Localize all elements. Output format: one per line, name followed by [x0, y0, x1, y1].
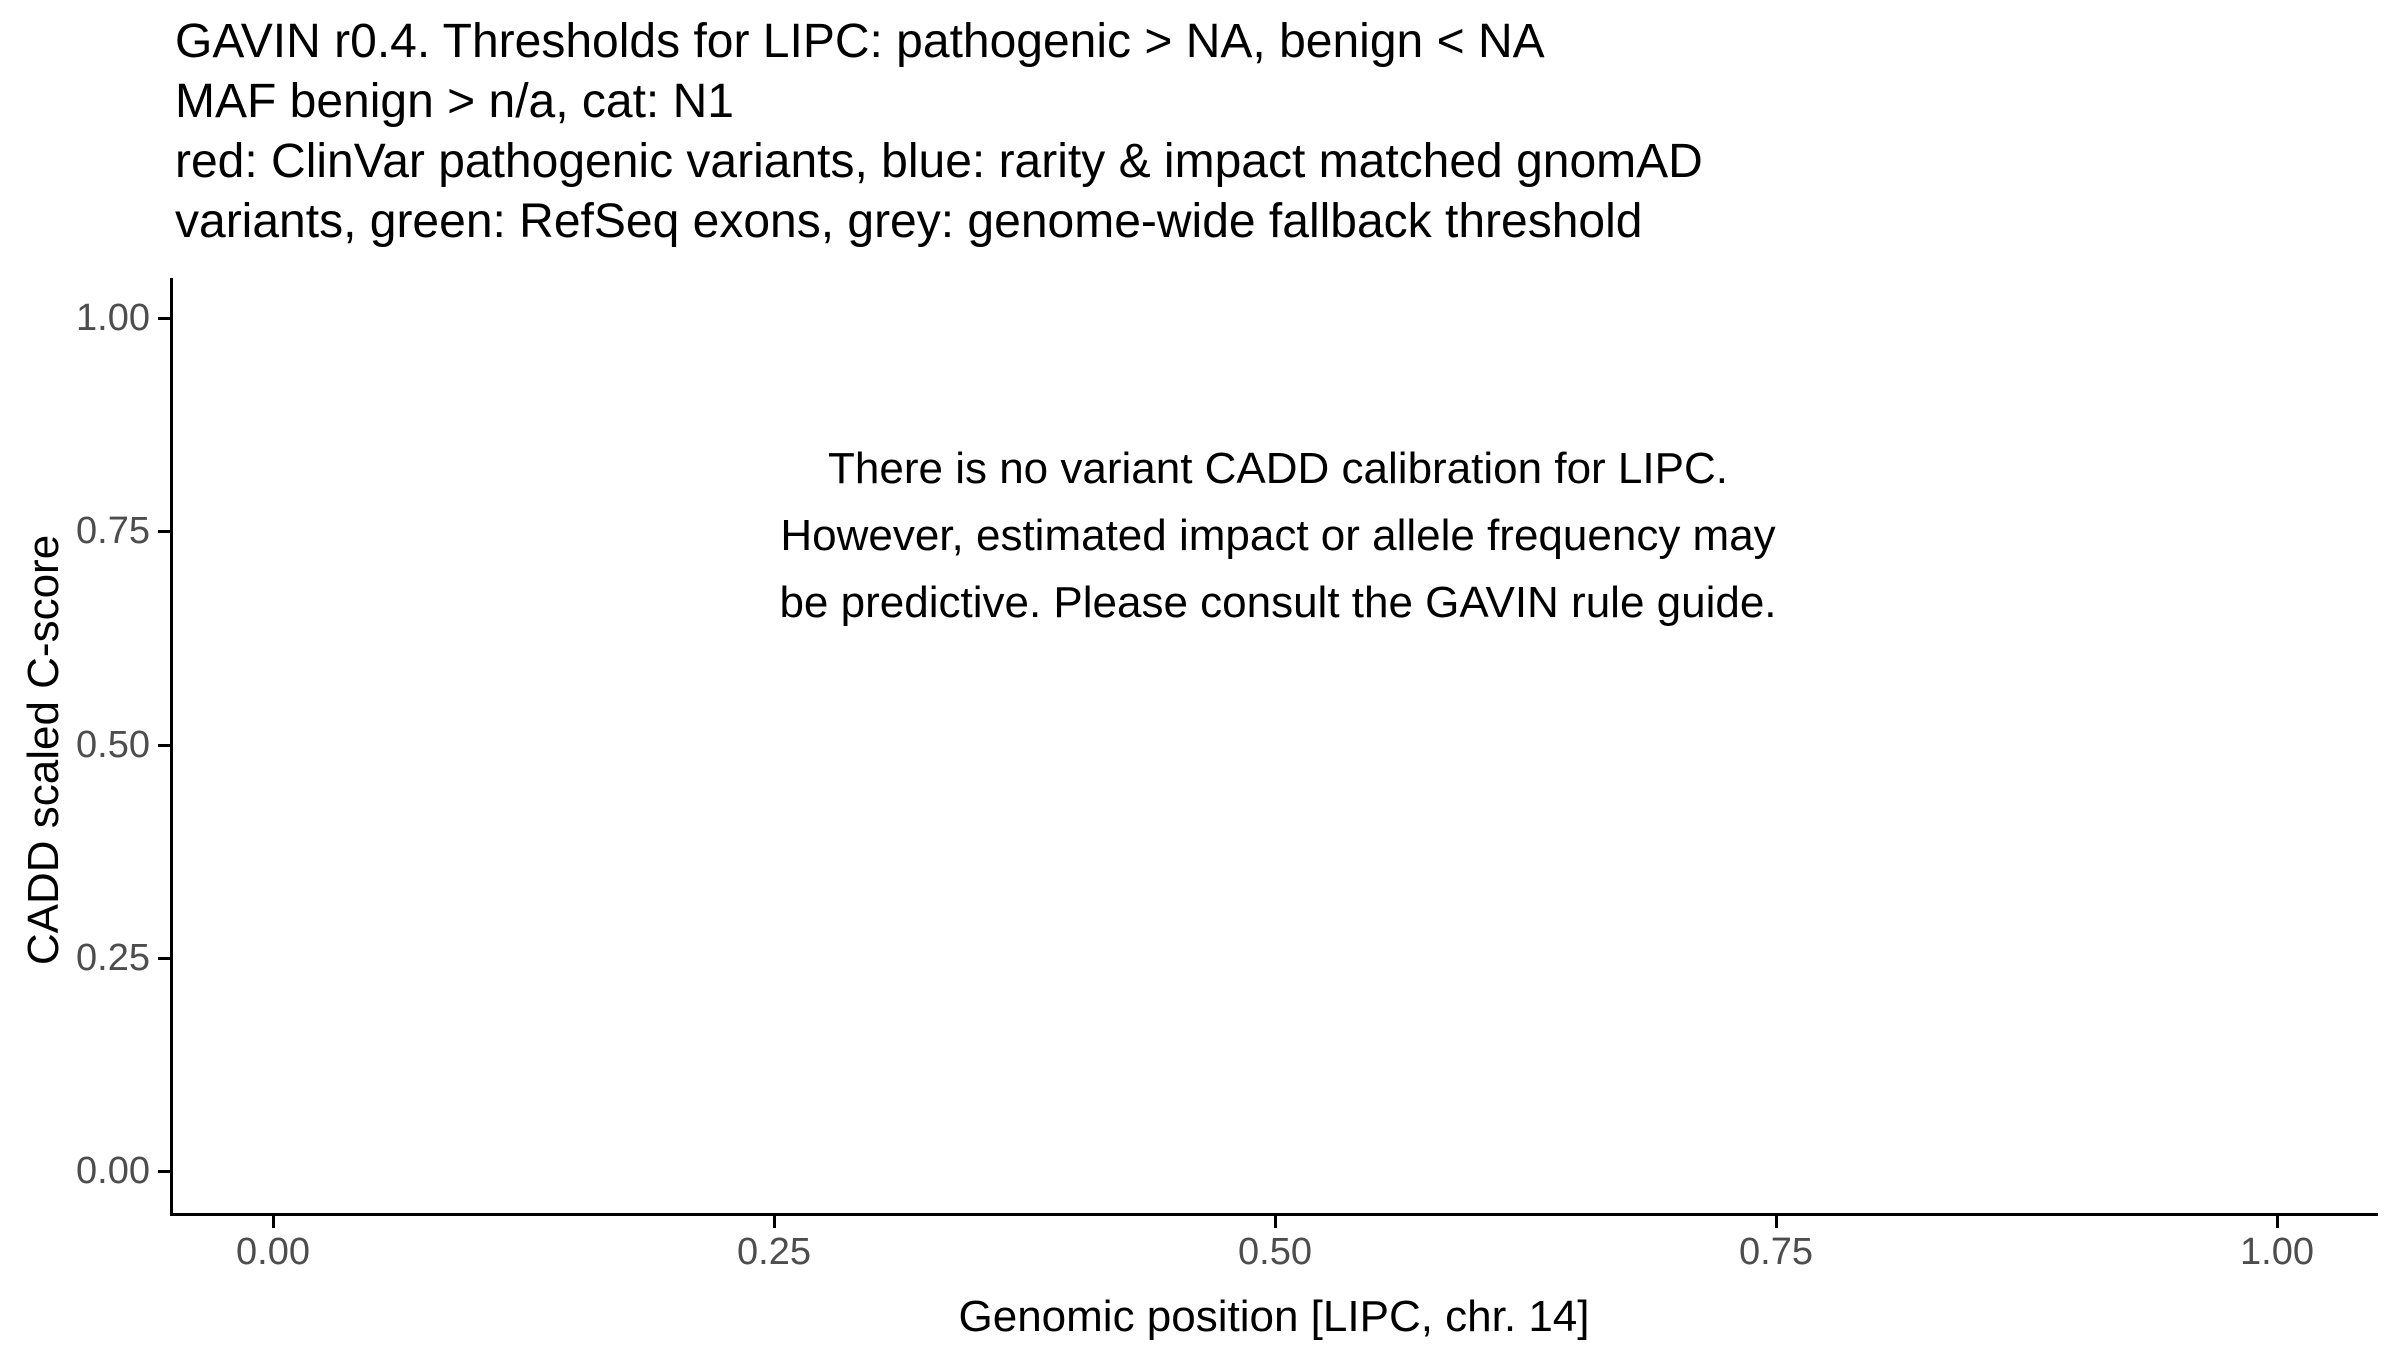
y-tick-label-0.25: 0.25 — [76, 937, 150, 979]
x-tick-mark-0.50 — [1274, 1216, 1277, 1228]
annotation-line-2: However, estimated impact or allele frequency may — [780, 511, 1776, 560]
x-tick-mark-0.25 — [773, 1216, 776, 1228]
y-tick-mark-0.00 — [158, 1170, 170, 1173]
x-tick-mark-0.00 — [272, 1216, 275, 1228]
y-tick-mark-0.50 — [158, 744, 170, 747]
x-tick-label-1.00: 1.00 — [2240, 1231, 2314, 1273]
x-axis-title: Genomic position [LIPC, chr. 14] — [958, 1292, 1590, 1341]
y-tick-mark-0.75 — [158, 530, 170, 533]
y-tick-label-1.00: 1.00 — [76, 297, 150, 339]
chart-title-line-2: MAF benign > n/a, cat: N1 — [175, 75, 734, 128]
chart-title-line-1: GAVIN r0.4. Thresholds for LIPC: pathogenic > NA, benign < NA — [175, 15, 1545, 68]
x-tick-label-0.00: 0.00 — [236, 1231, 310, 1273]
x-tick-mark-1.00 — [2276, 1216, 2279, 1228]
y-tick-label-0.75: 0.75 — [76, 510, 150, 552]
chart-title-line-3: red: ClinVar pathogenic variants, blue: rarity & impact matched gnomAD — [175, 135, 1703, 188]
no-calibration-annotation — [779, 435, 1776, 636]
annotation-line-1: There is no variant CADD calibration for LIPC. — [828, 444, 1728, 493]
x-tick-label-0.25: 0.25 — [737, 1231, 811, 1273]
annotation-line-3: be predictive. Please consult the GAVIN rule guide. — [779, 578, 1777, 627]
y-tick-label-0.50: 0.50 — [76, 724, 150, 766]
y-axis-title: CADD scaled C-score — [19, 534, 68, 966]
x-tick-label-0.50: 0.50 — [1238, 1231, 1312, 1273]
chart-title — [175, 12, 1703, 252]
x-tick-mark-0.75 — [1775, 1216, 1778, 1228]
plot-panel — [170, 278, 2378, 1216]
y-tick-mark-1.00 — [158, 317, 170, 320]
y-tick-label-0.00: 0.00 — [76, 1150, 150, 1192]
chart-title-line-4: variants, green: RefSeq exons, grey: genome-wide fallback threshold — [175, 195, 1643, 248]
x-tick-label-0.75: 0.75 — [1739, 1231, 1813, 1273]
y-tick-mark-0.25 — [158, 957, 170, 960]
